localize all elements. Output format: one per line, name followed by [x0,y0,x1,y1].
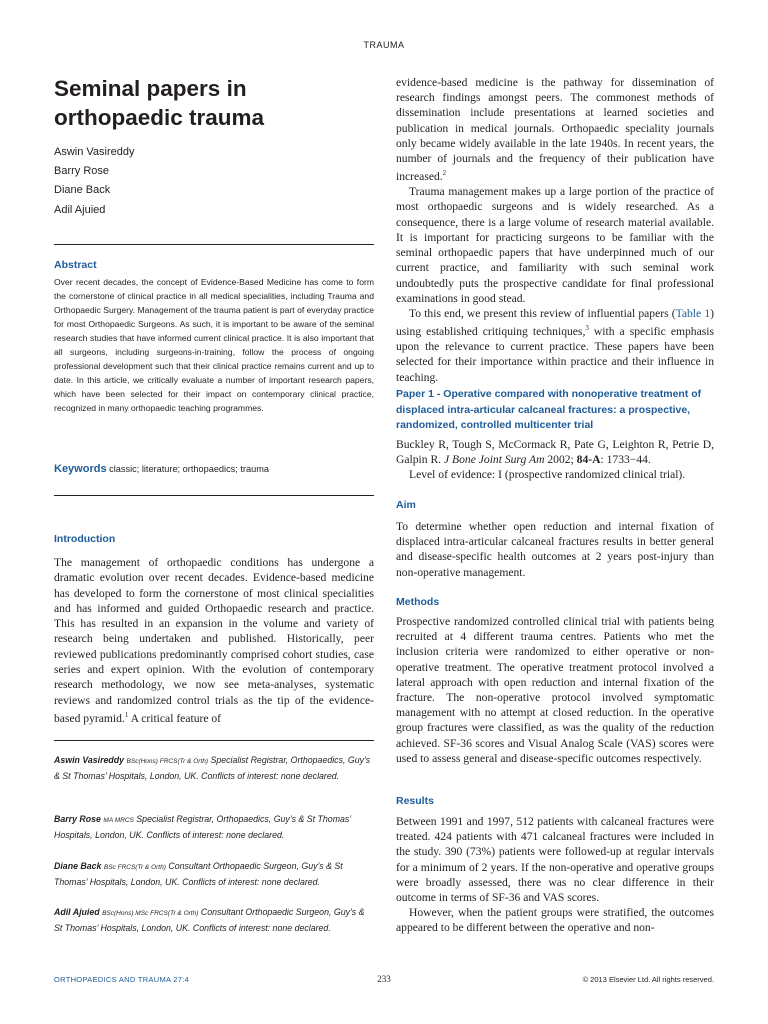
citation [396,437,714,467]
footer-copyright: © 2013 Elsevier Ltd. All rights reserved. [582,975,714,984]
keywords-text: classic; literature; orthopaedics; trauma [109,464,269,474]
results-section [396,814,714,936]
affiliation-text: Consultant Orthopaedic Surgeon, Guy’s & St Thomas’ Hospitals, London, UK. Conflicts of interest: none declared. [54,907,365,933]
citation-volume: 84-A [576,453,601,467]
aim-text: To determine whether open reduction and internal fixation of displaced intra-articular calcaneal fractures results in better general and disease-specific health outcomes at 2 years post-injury than non-operative management. [396,520,714,579]
citation-pages: : 1733−44. [600,453,651,467]
keywords-label: Keywords [54,463,107,475]
results-paragraph-1: Between 1991 and 1997, 512 patients with calcaneal fractures were treated. 424 patients with 471 calcaneal fractures were included in the study. 390 (73%) patients were followed-up at regular intervals for a minimum of 2 years. If the non-operative and operative groups were broadly assessed, there was no clear difference in their outcome in terms of SF-36 and VAS scores. [396,815,714,905]
paragraph-text: ) using established critiquing techniques, [396,306,714,338]
affiliation-4 [54,905,374,935]
abstract-heading: Abstract [54,259,97,271]
methods-section [396,614,714,766]
paper-1-citation [396,437,714,483]
citation-year: 2002; [544,453,577,467]
introduction-tail: A critical feature of [128,711,222,725]
paragraph-text: with a specific emphasis upon the relevance to current practice. These papers have been selected for their importance within practice and their influence in teaching. [396,324,714,384]
author-name: Diane Back [54,184,111,197]
author-name: Adil Ajuied [54,203,106,216]
citation-journal: J Bone Joint Surg Am [443,453,545,467]
aim-section [396,519,714,580]
paragraph [396,306,714,385]
keywords-line [54,463,374,475]
paragraph-text: To this end, we present this review of influential papers ( [409,306,676,320]
evidence-level: Level of evidence: I (prospective randomized clinical trial). [409,468,686,482]
affiliation-name: Adil Ajuied [54,907,100,917]
paragraph [396,75,714,184]
abstract-text: Over recent decades, the concept of Evidence-Based Medicine has come to form the cornerstone of clinical practice in all medical specialities, including Trauma and Orthopaedic Surgery. Management of the trauma patient is part of everyday practice for most Orthopaedic Surgeons. As such, it is important to be aware of the seminal research studies that have informed current clinical practice. It is also important that all surgeons, including surgeons-in-training, follow the process of ongoing professional development such that their clinical practice remains current and up to date. In this article, we critically evaluate a number of important research papers, which have been selected for their impact on contemporary clinical practice, recognized in many orthopaedic teaching programmes. [54,277,374,414]
table-1-link[interactable]: Table 1 [675,306,711,320]
intro-continuation [396,75,714,385]
running-head: TRAUMA [363,40,405,50]
methods-text: Prospective randomized controlled clinical trial with patients being recruited at 4 different trauma centres. Patients who met the inclusion criteria were randomized to either operative or non-operative treatment. The operative treatment protocol involved a lateral approach with open reduction and internal fixation of the fracture. The non-operative protocol involved symptomatic management with no attempt at closed reduction. In the operative group fractures were classified, as was the quality of the reduction achieved. SF-36 scores and Visual Analog Scale (VAS) scores were used to assess general and disease-specific outcomes respectively. [396,615,714,765]
affiliation-text: Consultant Orthopaedic Surgeon, Guy’s & St Thomas’ Hospitals, London, UK. Conflicts of interest: none declared. [54,861,343,887]
paragraph: Trauma management makes up a large portion of the practice of most orthopaedic surgeons and is widely researched. As a consequence, there is a large volume of research material available. It is important for practicing surgeons to be familiar with the seminal orthopaedic papers that have underpinned much of our current practice, and familiarity with such seminal work undoubtedly puts the prospective candidate for final professional examinations in good stead. [396,185,714,305]
introduction-body: The management of orthopaedic conditions has undergone a dramatic evolution over recent decades. Evidence-based medicine has developed to form the cornerstone of most clinical specialities and has informed and guided Orthopaedic research and practice. This has resulted in an expansion in the volume and variety of research being undertaken and published. Historically, peer reviewed publications predominantly comprised cohort studies, case series and expert opinion. With the evolution of contemporary research methodology, we now see meta-analyses, systematic reviews and randomized control trials as the tip of the evidence-based pyramid. [54,556,374,725]
page-number: 233 [377,974,391,984]
affiliation-1 [54,753,374,783]
results-paragraph-2: However, when the patient groups were stratified, the outcomes appeared to be different between the operative and non- [396,906,714,935]
affiliation-text: Specialist Registrar, Orthopaedics, Guy’s & St Thomas’ Hospitals, London, UK. Conflicts of interest: none declared. [54,755,371,781]
affiliation-name: Aswin Vasireddy [54,755,125,765]
introduction-text [54,555,374,726]
affiliation-name: Barry Rose [54,814,101,824]
article-title: Seminal papers in orthopaedic trauma [54,76,265,130]
affiliation-degrees: MA MRCS [103,817,134,824]
abstract-bottom-rule [54,495,374,496]
affiliation-2 [54,812,374,842]
affiliation-rule [54,740,374,741]
introduction-heading: Introduction [54,533,116,545]
methods-heading: Methods [396,596,440,608]
affiliation-3 [54,859,374,889]
affiliation-name: Diane Back [54,861,102,871]
paper-1-heading: Paper 1 - Operative compared with nonoperative treatment of displaced intra-articular calcaneal fractures: a prospective, randomized, controlled multicenter trial [396,388,702,431]
author-name: Aswin Vasireddy [54,146,135,158]
footnote-ref: 1 [124,710,129,719]
footer-journal: ORTHOPAEDICS AND TRAUMA 27:4 [54,975,190,984]
affiliation-degrees: BSc FRCS(Tr & Orth) [103,864,166,871]
author-list [54,143,135,220]
affiliation-text: Specialist Registrar, Orthopaedics, Guy’s & St Thomas’ Hospitals, London, UK. Conflicts of interest: none declared. [54,814,351,840]
citation-authors: Buckley R, Tough S, McCormack R, Pate G, Leighton R, Petrie D, Galpin R. [396,438,714,467]
results-heading: Results [396,795,434,807]
aim-heading: Aim [396,499,416,511]
footnote-ref: 2 [442,169,447,178]
affiliation-degrees: BSc(Hons) MSc FRCS(Tr & Orth) [102,910,199,917]
author-name: Barry Rose [54,165,110,178]
affiliation-degrees: BSc(Hons) FRCS(Tr & Orth) [126,758,209,765]
abstract-top-rule [54,244,374,245]
footnote-ref: 3 [585,324,589,333]
paragraph-text: evidence-based medicine is the pathway for dissemination of research findings amongst peers. The commonest methods of dissemination include presentations at learned societies and publication in medical journals. Orthopaedic speciality journals only became widely available in the late 1940s. In recent years, the number of journals and the frequency of their publication have increased. [396,76,714,184]
